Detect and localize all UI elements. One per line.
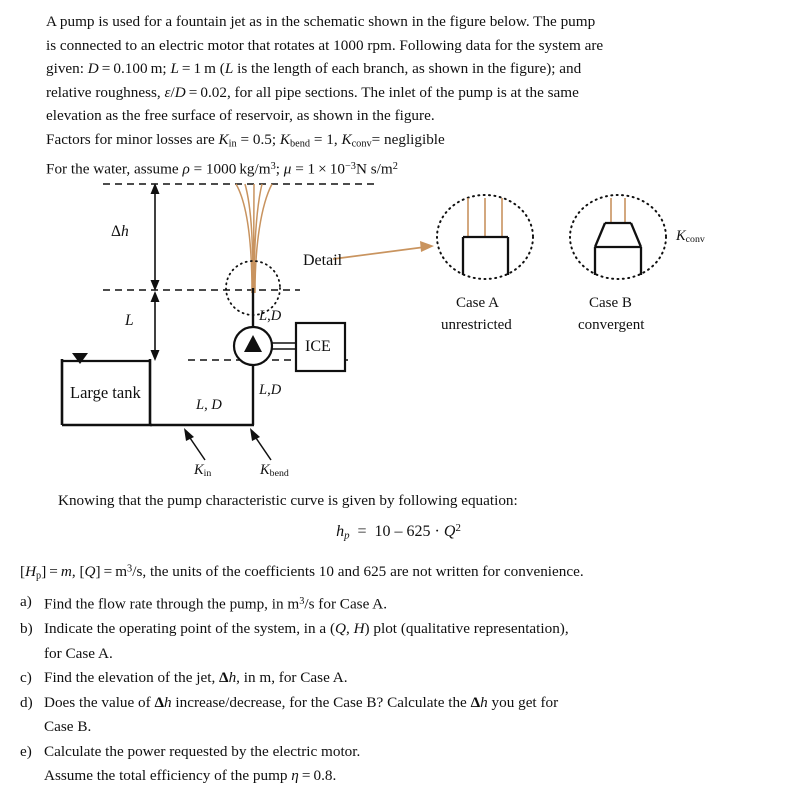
case-b-nozzle-right-taper [631, 223, 641, 247]
case-a-inset [437, 195, 533, 279]
label-delta-h: Δh [111, 223, 129, 240]
jet-stream-1 [236, 184, 252, 293]
question-item-e [20, 740, 785, 765]
detail-arrowhead [420, 241, 434, 252]
question-item-a [20, 590, 785, 617]
pump-characteristic-equation: $h_p = 10 - 625 \cdot Q^2$ [336, 522, 461, 542]
schematic-figure [0, 175, 797, 485]
jet-stream-4 [255, 184, 272, 293]
intro-line-2: is connected to an electric motor that rotates at 1000 rpm. Following data for the system are [46, 36, 604, 54]
case-a-title: Case A [456, 295, 499, 311]
case-b-title: Case B [589, 295, 632, 311]
question-item-c [20, 666, 785, 691]
k-in-arrowhead [184, 428, 194, 441]
units-note: $[H_p] = m$, $[Q] = m^3/s$, the units of the coefficients 10 and 625 are not written for convenience. [20, 563, 584, 582]
case-b-nozzle-left-taper [595, 223, 605, 247]
question-b-continuation: for Case A. [44, 644, 113, 662]
problem-intro-block [46, 10, 751, 181]
water-properties-line: For the water, assume ρ = 1000 $kg/m^3$; $\mu = 1 \times 10^{-3}N$ $s/m^2$ [46, 160, 398, 178]
case-a-subtitle: unrestricted [441, 317, 512, 333]
label-pipe-riser-lower: L,D [259, 382, 282, 398]
question-d-continuation: Case B. [44, 718, 92, 736]
schematic-svg [0, 175, 797, 485]
jet-stream-5 [254, 184, 255, 293]
case-a-jet-lines [468, 198, 502, 237]
question-a-label: a) [20, 593, 32, 610]
question-b-label: b) [20, 620, 33, 638]
equation-intro: Knowing that the pump characteristic curve is given by following equation: [58, 492, 518, 509]
detail-leader-line [333, 247, 425, 259]
intro-line-4: relative roughness, ε/D = 0.02, for all pipe sections. The inlet of the pump is at the same [46, 83, 579, 101]
label-k-conv: $K_{conv}$ [676, 228, 705, 246]
question-item-b [20, 617, 785, 642]
question-a-text: Find the flow rate through the pump, in $m^3/s$ for Case A. [44, 595, 388, 613]
label-pipe-lower-horizontal: L, D [196, 397, 222, 413]
label-L: L [125, 312, 134, 329]
question-b-text: Indicate the operating point of the system, in a (Q, H) plot (qualitative representation), [44, 620, 569, 638]
L-arrow-top [151, 291, 160, 302]
fountain-jet-streams [236, 184, 272, 293]
label-k-in: $K_{in}$ [194, 462, 212, 480]
L-arrow-bottom [151, 350, 160, 361]
case-b-jet-lines [611, 198, 625, 223]
question-c-label: c) [20, 669, 32, 687]
question-c-text: Find the elevation of the jet, Δh, in m, for Case A. [44, 669, 348, 687]
label-detail: Detail [303, 252, 343, 269]
case-b-dotted-ellipse [570, 195, 666, 279]
label-k-bend: $K_{bend}$ [260, 462, 289, 480]
label-large-tank: Large tank [70, 383, 141, 402]
question-e-text: Calculate the power requested by the electric motor. [44, 742, 361, 760]
case-b-inset [570, 195, 666, 279]
k-bend-leader-line [254, 435, 271, 460]
k-in-leader-line [188, 435, 205, 460]
question-d-label: d) [20, 693, 33, 711]
case-b-subtitle: convergent [578, 317, 645, 333]
intro-line-5: elevation as the free surface of reservoir, as shown in the figure. [46, 107, 435, 124]
question-e-continuation: Assume the total efficiency of the pump η = 0.8. [44, 767, 337, 785]
question-e-label: e) [20, 742, 32, 760]
free-surface-marker [72, 353, 88, 364]
k-bend-arrowhead [250, 428, 260, 441]
questions-list [20, 590, 785, 789]
label-ice: ICE [305, 338, 331, 355]
intro-line-1: A pump is used for a fountain jet as in the schematic shown in the figure below. The pump [46, 13, 596, 30]
intro-line-3: given: D = 0.100 m; L = 1 m (L is the length of each branch, as shown in the figure); and [46, 60, 582, 77]
question-item-d [20, 691, 785, 716]
label-pipe-riser-upper: L,D [259, 308, 282, 324]
minor-losses-line: Factors for minor losses are $K_{in} = 0.5$; $K_{bend} = 1$, $K_{conv}=$ negligible [46, 130, 445, 149]
question-d-text: Does the value of Δh increase/decrease, for the Case B? Calculate the Δh you get for [44, 693, 559, 711]
